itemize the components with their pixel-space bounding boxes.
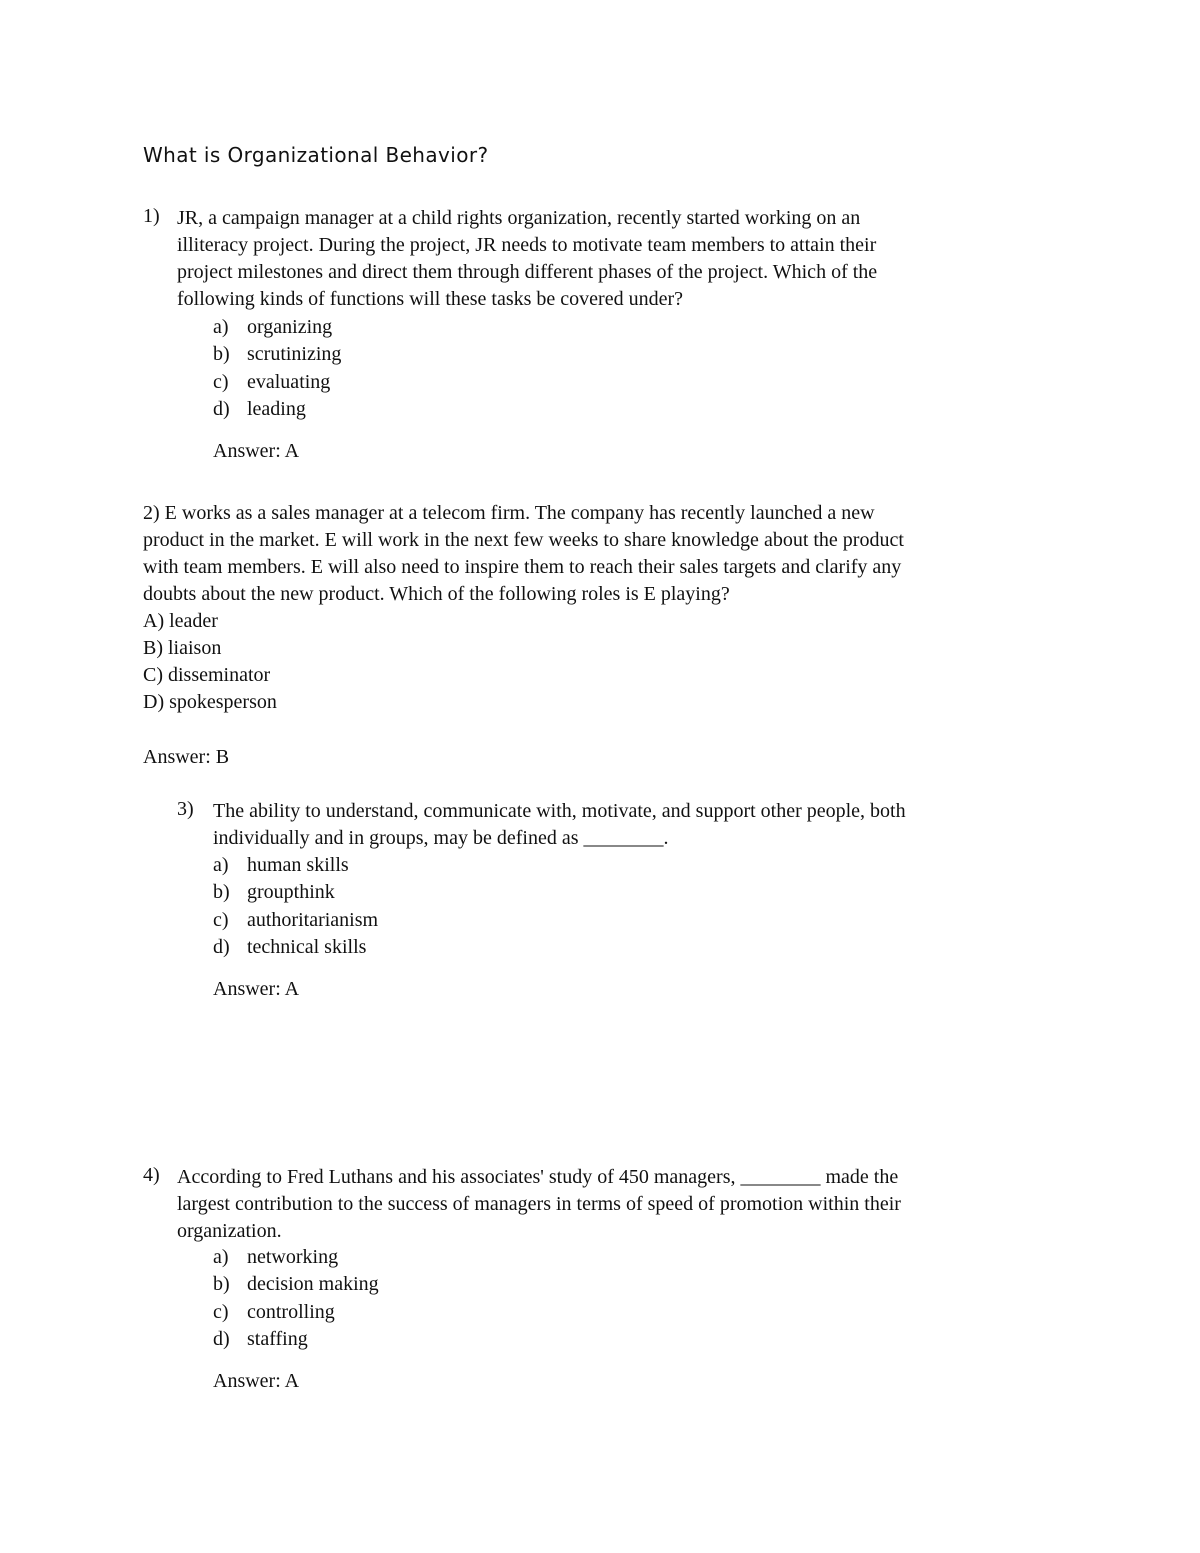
option-text: technical skills [247,935,367,958]
option-text: decision making [247,1273,379,1296]
question-line: individually and in groups, may be defined as ________. [213,827,669,849]
option-letter: b) [213,343,230,366]
option-text: human skills [247,854,349,876]
question-text [177,205,877,313]
question-text [143,500,904,608]
question-number: 4) [143,1164,160,1186]
question-line: The ability to understand, communicate with, motivate, and support other people, both [213,800,906,822]
option-text: leading [247,397,306,420]
option-item: B) liaison [143,637,222,659]
option-text: evaluating [247,370,331,393]
answer-text: Answer: A [213,440,300,462]
option-letter: d) [213,935,230,958]
option-text: scrutinizing [247,343,342,366]
option-text: organizing [247,316,333,338]
option-letter: a) [213,316,229,338]
answer-text: Answer: B [143,746,230,768]
question-line: illiteracy project. During the project, JR needs to motivate team members to attain their [177,234,877,256]
option-letter: b) [213,1273,230,1296]
document-title: What is Organizational Behavior? [143,143,489,167]
option-letter: b) [213,881,230,904]
question-line: According to Fred Luthans and his associates' study of 450 managers, ________ made the [177,1166,899,1188]
option-item: C) disseminator [143,664,271,686]
option-list [143,608,277,716]
question-line: following kinds of functions will these tasks be covered under? [177,288,683,310]
question-text [213,798,906,852]
question-line: doubts about the new product. Which of the following roles is E playing? [143,583,730,605]
question-number: 3) [177,798,194,820]
answer-text: Answer: A [213,978,300,1000]
question-number: 1) [143,205,160,227]
option-item: D) spokesperson [143,691,277,713]
option-letter: d) [213,397,230,420]
question-line: project milestones and direct them through different phases of the project. Which of the [177,261,878,283]
option-letter: c) [213,1300,229,1323]
question-line: organization. [177,1220,282,1242]
option-letter: d) [213,1327,230,1350]
question-line: 2) E works as a sales manager at a telecom firm. The company has recently launched a new [143,502,875,524]
question-line: largest contribution to the success of managers in terms of speed of promotion within their [177,1193,901,1215]
option-letter: c) [213,370,229,393]
option-text: authoritarianism [247,908,379,931]
question-line: product in the market. E will work in the next few weeks to share knowledge about the product [143,529,904,551]
question-text [177,1164,901,1245]
option-text: staffing [247,1327,308,1350]
option-letter: a) [213,854,229,876]
question-line: with team members. E will also need to inspire them to reach their sales targets and clarify any [143,556,902,578]
option-letter: a) [213,1246,229,1268]
option-text: networking [247,1246,339,1268]
question-line: JR, a campaign manager at a child rights organization, recently started working on an [177,207,861,229]
option-letter: c) [213,908,229,931]
answer-text: Answer: A [213,1370,300,1392]
option-item: A) leader [143,610,218,632]
option-text: groupthink [247,881,335,904]
option-text: controlling [247,1300,335,1323]
